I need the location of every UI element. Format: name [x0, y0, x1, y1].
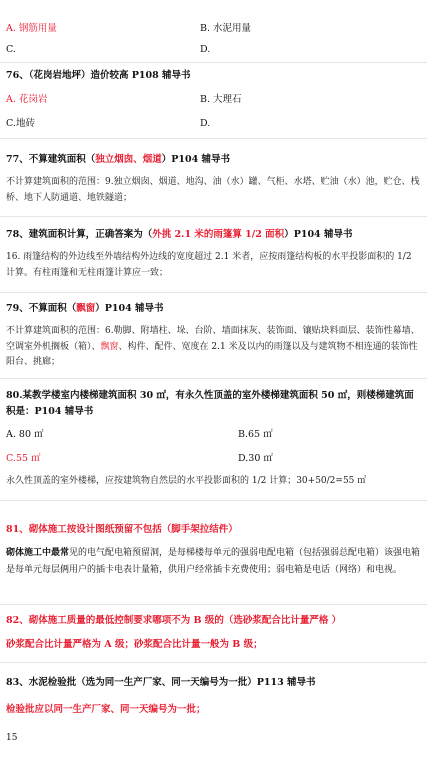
divider	[0, 138, 427, 139]
q75-option-a: A. 钢筋用量	[6, 23, 57, 34]
q83-title: 83、水泥检验批（选为同一生产厂家、同一天编号为一批）P113 辅导书	[6, 677, 316, 688]
divider	[0, 500, 427, 501]
q77-title: 77、不算建筑面积（独立烟囱、烟道）P104 辅导书	[6, 154, 231, 165]
q78-title: 78、建筑面积计算，正确答案为（外挑 2.1 米的雨篷算 1/2 面积）P104 辅导书	[6, 229, 353, 240]
q80-option-a: A. 80 ㎡	[6, 429, 44, 440]
q81-explanation: 砌体施工中最常见的电气配电箱预留洞，是每梯楼每单元的强弱电配电箱（包括强弱总配电箱）该强电箱是每单元每层俩用户的插卡电表计量箱，供用户经常插卡充费使用；弱电箱是电话（网络）和电视。	[6, 548, 421, 575]
q75-option-b: B. 水泥用量	[200, 23, 252, 34]
q75-option-d: D.	[200, 44, 211, 55]
q76-option-c: C.地砖	[6, 118, 35, 129]
page-number: 15	[6, 733, 18, 743]
q81-title: 81、砌体施工按设计图纸预留不包括（脚手架拉结件）	[6, 524, 238, 535]
divider	[0, 378, 427, 379]
divider	[0, 604, 427, 605]
q80-option-d: D.30 ㎡	[238, 453, 273, 464]
divider	[0, 662, 427, 663]
q82-explanation: 砂浆配合比计量严格为 A 级；砂浆配合比计量一般为 B 级；	[6, 639, 263, 650]
q77-explanation: 不计算建筑面积的范围：9.独立烟囱、烟道、地沟、油（水）罐、气柜、水塔、贮油（水）池，贮仓、栈桥、地下人防通道、地铁隧道；	[6, 177, 420, 203]
divider	[0, 216, 427, 217]
q80-option-c: C.55 ㎡	[6, 453, 41, 464]
q80-title: 80.某教学楼室内楼梯建筑面积 30 ㎡，有永久性顶盖的室外楼梯建筑面积 50 ㎡，则楼梯建筑面积是：P104 辅导书	[6, 390, 414, 417]
q83-explanation: 检验批应以同一生产厂家、同一天编号为一批；	[6, 704, 206, 715]
q76-option-d: D.	[200, 118, 211, 129]
q80-explanation: 永久性顶盖的室外楼梯，应按建筑物自然层的水平投影面积的 1/2 计算；30+50/2=55 ㎡	[6, 476, 367, 486]
divider	[0, 62, 427, 63]
q79-title: 79、不算面积（飘窗）P104 辅导书	[6, 303, 164, 314]
q80-option-b: B.65 ㎡	[238, 429, 273, 440]
q75-option-c: C.	[6, 44, 16, 55]
q82-title: 82、砌体施工质量的最低控制要求哪项不为 B 级的（选砂浆配合比计量严格 ）	[6, 615, 342, 626]
q76-title: 76、（花岗岩地坪）造价较高 P108 辅导书	[6, 70, 191, 81]
divider	[0, 292, 427, 293]
q76-option-a: A. 花岗岩	[6, 94, 48, 105]
q79-explanation: 不计算建筑面积的范围：6.勒脚、附墙柱、垛、台阶、墙面抹灰、装饰面、镶贴块料面层、装饰性幕墙、空调室外机搁板（箱）、飘窗、构件、配件、宽度在 2.1 米及以内的雨篷以及与建筑物不相连通的装饰性阳台、挑廊；	[6, 326, 420, 367]
q76-option-b: B. 大理石	[200, 94, 242, 105]
q78-explanation: 16. 雨篷结构的外边线至外墙结构外边线的宽度超过 2.1 米者，应按雨篷结构板的水平投影面积的 1/2 计算。有柱雨篷和无柱雨篷计算应一致；	[6, 252, 412, 278]
